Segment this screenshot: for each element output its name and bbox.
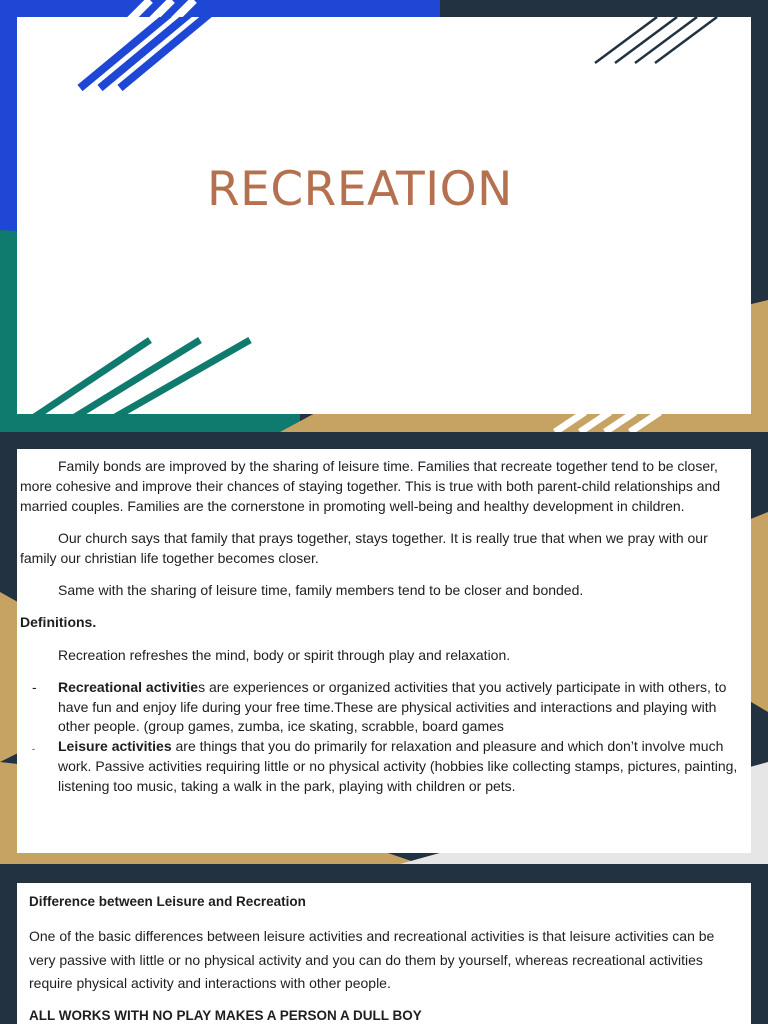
title-slide [0, 0, 768, 432]
difference-paragraph: One of the basic differences between leisure activities and recreational activities is that leisure activities can be very passive with little or no physical activity and you can do them by yourself, whereas recreational activities require physical activity and interactions with other people. [29, 928, 715, 991]
bullet-leisure [20, 737, 746, 796]
definition-leisure: are things that you do primarily for relaxation and pleasure and which don’t involve much work. Passive activities requiring little or no physical activity (hobbies like collecting stamps, pictures, painting, listening too music, taking a walk in the park, playing with children or pets. [58, 738, 738, 794]
content-slide [0, 432, 768, 864]
difference-heading: Difference between Leisure and Recreation [29, 894, 306, 909]
difference-card [17, 883, 751, 1024]
all-work-no-play: ALL WORKS WITH NO PLAY MAKES A PERSON A DULL BOY [29, 1007, 422, 1023]
content-text [20, 457, 746, 797]
blue-stripes-on-card [80, 17, 220, 88]
bullet-dash: - [32, 678, 37, 695]
paragraph-church: Our church says that family that prays together, stays together. It is really true that when we pray with our family our christian life together becomes closer. [20, 529, 708, 566]
slide-title: RECREATION [207, 162, 513, 217]
term-leisure: Leisure activities [58, 738, 172, 755]
paragraph-sharing: Same with the sharing of leisure time, family members tend to be closer and bonded. [58, 581, 584, 598]
difference-slide [0, 864, 768, 1024]
bullet-dash: - [32, 744, 35, 755]
difference-text [29, 893, 729, 1024]
definition-recreational: s are experiences or organized activities that you actively participate in with others, to have fun and enjoy life during your free time.These are physical activities and interactions and playing with other people. (group games, zumba, ice skating, scrabble, board games [58, 678, 727, 735]
paragraph-family-bonds: Family bonds are improved by the sharing of leisure time. Families that recreate together tend to be closer, more cohesive and improve their chances of staying together. This is true with both parent-child relationships and married couples. Families are the cornerstone in promoting well-being and healthy development in children. [20, 458, 721, 514]
paragraph-recreation-definition: Recreation refreshes the mind, body or spirit through play and relaxation. [58, 646, 511, 663]
title-card [17, 17, 751, 414]
content-card [17, 449, 751, 853]
navy-stripes [595, 17, 717, 63]
definitions-label: Definitions. [20, 614, 97, 631]
term-recreational: Recreational activitie [58, 678, 199, 695]
bullet-recreational [20, 678, 746, 737]
teal-stripes-on-card [30, 340, 250, 414]
